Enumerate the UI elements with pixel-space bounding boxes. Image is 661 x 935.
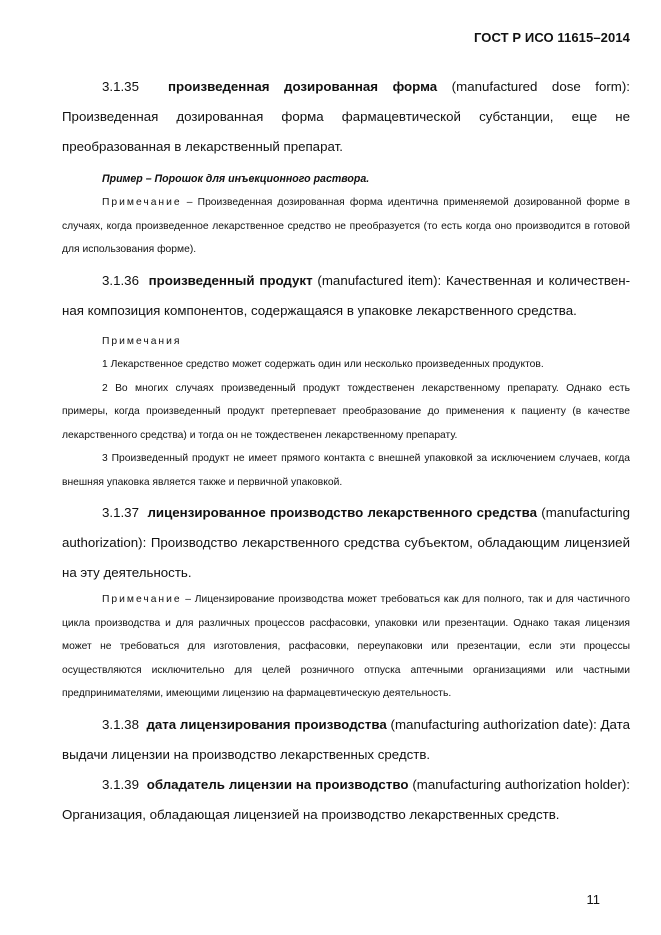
term-title: обладатель лицензии на производство: [146, 776, 409, 792]
term-number: 3.1.37: [102, 505, 139, 520]
note-text: – Произведенная дозированная форма идентична применяемой дозированной форме в случаях, когда произведенное лекарственное средство не преобразуется (то есть когда оно производится в готовой для использования форме).: [62, 197, 630, 255]
note-item-1: 1 Лекарственное средство может содержать один или несколько произведенных продуктов.: [102, 359, 544, 370]
notes-heading: Примечания: [102, 335, 182, 347]
term-3-1-35: [62, 72, 630, 162]
term-definition: (manufactured item): Качественная и количествен-ная композиция компонентов, содержащаяся в упаковке лекарственного средства.: [62, 272, 630, 318]
page-number: 11: [586, 892, 600, 907]
term-title: произведенный продукт: [148, 272, 313, 288]
note-label: Примечание: [102, 197, 182, 208]
note-text: – Лицензирование производства может требоваться как для полного, так и для частичного цикла производства и для различных процессов расфасовки, упаковки или презентации. Однако такая лицензия может не требоваться для изготовления, расфасовки, переупаковки или презентации, если эти процессы осуществляются исключительно для целей розничного отпуска аптечными организациями или частными предпринимателями, имеющими лицензию на фармацевтическую деятельность.: [62, 594, 630, 699]
term-number: 3.1.36: [102, 272, 139, 288]
notes-label: [62, 330, 630, 354]
example: Пример – Порошок для инъекционного раствора.: [102, 173, 370, 185]
document-header: ГОСТ Р ИСО 11615–2014: [473, 30, 630, 45]
term-number: 3.1.39: [102, 776, 139, 792]
term-title: лицензированное производство лекарственного средства: [147, 505, 538, 520]
term-3-1-38: [62, 710, 630, 770]
note-3-1-35: [62, 191, 630, 262]
page-content: [62, 72, 630, 830]
term-number: 3.1.38: [102, 716, 139, 732]
term-number: 3.1.35: [102, 79, 139, 94]
note-3-1-37: [62, 588, 630, 706]
term-3-1-39: [62, 770, 630, 830]
term-definition: (manufacturing authorization holder): Организация, обладающая лицензией на производство лекарственных средств.: [62, 776, 630, 822]
note-item-3: 3 Произведенный продукт не имеет прямого контакта с внешней упаковкой за исключением случаев, когда внешняя упаковка является также и первичной упаковкой.: [62, 453, 630, 488]
term-title: произведенная дозированная форма: [168, 79, 438, 94]
term-3-1-36: [62, 266, 630, 326]
term-definition: (manufacturing authorization date): Дата выдачи лицензии на производство лекарственных средств.: [62, 716, 630, 762]
term-3-1-37: [62, 498, 630, 588]
term-definition: (manufacturing authorization): Производство лекарственного средства субъектом, обладающим лицензией на эту деятельность.: [62, 505, 630, 580]
term-title: дата лицензирования производства: [146, 716, 387, 732]
note-item-2: 2 Во многих случаях произведенный продукт тождественен лекарственному препарату. Однако есть примеры, когда произведенный продукт претерпевает преобразование до применения к пациенту (в качестве лекарственного средства) и тогда он не тождественен лекарственному препарату.: [62, 382, 630, 441]
term-definition: (manufactured dose form): Произведенная дозированная форма фармацевтической субстанции, еще не преобразованная в лекарственный препарат.: [62, 79, 630, 154]
note-label: Примечание: [102, 594, 182, 605]
